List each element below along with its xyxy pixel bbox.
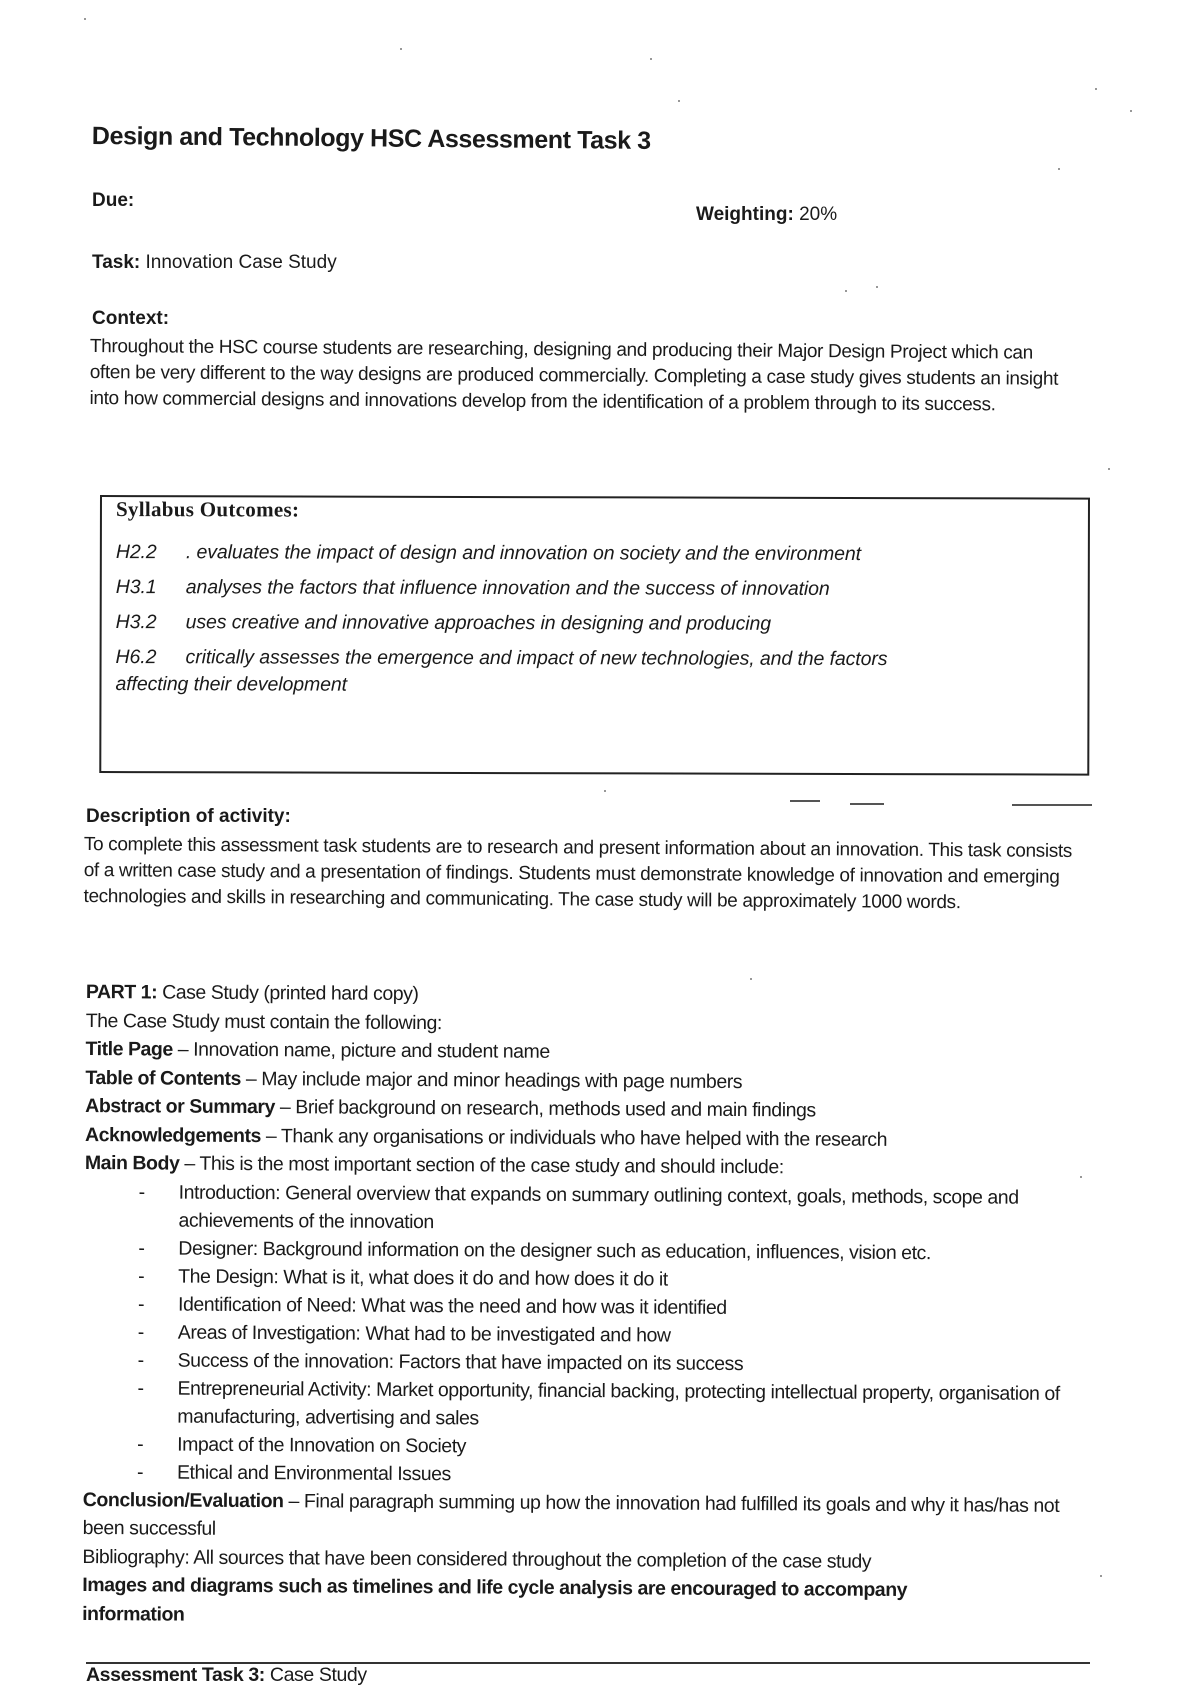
list-item bbox=[83, 1373, 1083, 1435]
outcome-text: critically assesses the emergence and impact of new technologies, and the factors bbox=[185, 646, 888, 671]
outcome-item bbox=[116, 646, 888, 671]
scan-speck bbox=[1108, 468, 1110, 470]
weighting-label: Weighting: bbox=[696, 204, 794, 225]
context-heading: Context: bbox=[92, 308, 170, 329]
part1-value: Case Study (printed hard copy) bbox=[162, 981, 419, 1006]
list-item-text: Introduction: General overview that expands on summary outlining context, goals, methods, scope and achievements of the innovation bbox=[178, 1181, 1019, 1233]
outcome-item bbox=[116, 576, 830, 601]
section-label: Table of Contents bbox=[85, 1066, 242, 1090]
scan-speck bbox=[1058, 168, 1060, 170]
list-item-text: Areas of Investigation: What had to be investigated and how bbox=[177, 1321, 671, 1347]
description-body: To complete this assessment task students are to research and present information about an innovation. This task consists of a written case study and a presentation of findings. Students must demonstrate knowledge of innovation and emerging technologies and skills in researching and communicating. The case study will be approximately 1000 words. bbox=[83, 833, 1073, 914]
task-label: Task: bbox=[92, 252, 141, 273]
scan-mark bbox=[850, 803, 884, 805]
images-note: Images and diagrams such as timelines and life cycle analysis are encouraged to accompany information bbox=[82, 1573, 908, 1626]
outcome-code: H3.2 bbox=[115, 611, 157, 634]
conclusion-text: – Final paragraph summing up how the innovation had fulfilled its goals and why it has/has not been successful bbox=[82, 1489, 1060, 1540]
scan-mark bbox=[1012, 804, 1092, 806]
scan-speck bbox=[1130, 110, 1132, 112]
section-label: Title Page bbox=[85, 1037, 173, 1061]
scan-speck bbox=[400, 48, 402, 50]
part1-label: PART 1: bbox=[85, 980, 158, 1004]
context-body: Throughout the HSC course students are researching, designing and producing their Major Design Project which can often be very different to the way designs are produced commercially. Completing a case study gives students an insight into how commercial designs and innovations develop from the identification of a problem through to its success. bbox=[89, 335, 1059, 416]
part1-intro: The Case Study must contain the following: bbox=[85, 1009, 442, 1034]
outcome-continuation: affecting their development bbox=[115, 673, 347, 696]
bullet-dash: - bbox=[136, 1460, 144, 1483]
bullet-dash: - bbox=[137, 1432, 144, 1455]
section-text: – Thank any organisations or individuals who have helped with the research bbox=[265, 1124, 888, 1151]
list-item-text: The Design: What is it, what does it do and how does it do it bbox=[178, 1265, 668, 1291]
scan-speck bbox=[650, 58, 652, 60]
part1-section bbox=[82, 978, 1086, 1634]
outcome-text: . evaluates the impact of design and innovation on society and the environment bbox=[185, 541, 862, 565]
outcome-text: analyses the factors that influence innovation and the success of innovation bbox=[185, 576, 830, 600]
bullet-dash: - bbox=[138, 1236, 145, 1259]
outcome-item bbox=[116, 611, 771, 636]
scan-mark bbox=[790, 800, 820, 802]
footer bbox=[86, 1664, 367, 1687]
bullet-dash: - bbox=[137, 1320, 144, 1343]
task-value: Innovation Case Study bbox=[145, 252, 337, 273]
list-item-text: Ethical and Environmental Issues bbox=[176, 1461, 451, 1485]
section-text: – Brief background on research, methods used and main findings bbox=[279, 1096, 816, 1122]
scan-speck bbox=[1095, 88, 1097, 90]
section-text: – This is the most important section of the case study and should include: bbox=[184, 1152, 784, 1179]
conclusion-label: Conclusion/Evaluation bbox=[82, 1488, 284, 1512]
scan-speck bbox=[84, 18, 86, 20]
scan-speck bbox=[750, 978, 752, 980]
footer-label: Assessment Task 3: bbox=[86, 1664, 265, 1686]
bullet-dash: - bbox=[138, 1180, 145, 1203]
section-label: Acknowledgements bbox=[84, 1123, 262, 1147]
section-text: – Innovation name, picture and student name bbox=[177, 1038, 550, 1063]
syllabus-outcomes-box bbox=[99, 495, 1090, 776]
bibliography: Bibliography: All sources that have been considered throughout the completion of the case study bbox=[82, 1545, 872, 1573]
scan-speck bbox=[845, 290, 847, 292]
due-label: Due: bbox=[92, 190, 135, 211]
list-item bbox=[84, 1177, 1084, 1239]
bullet-dash: - bbox=[137, 1376, 144, 1399]
section-label: Main Body bbox=[84, 1151, 180, 1175]
main-body-list bbox=[83, 1177, 1085, 1491]
description-heading: Description of activity: bbox=[86, 806, 291, 827]
scan-speck bbox=[1100, 1575, 1102, 1577]
scan-speck bbox=[604, 790, 606, 792]
weighting bbox=[696, 204, 837, 226]
list-item-text: Designer: Background information on the designer such as education, influences, vision etc. bbox=[178, 1237, 931, 1264]
outcome-text: uses creative and innovative approaches in designing and producing bbox=[185, 611, 772, 635]
outcome-code: H6.2 bbox=[115, 646, 157, 669]
scan-speck bbox=[678, 100, 680, 102]
list-item-text: Success of the innovation: Factors that have impacted on its success bbox=[177, 1349, 744, 1375]
outcomes-title: Syllabus Outcomes: bbox=[115, 497, 300, 522]
outcome-code: H2.2 bbox=[115, 541, 157, 564]
task-line bbox=[92, 252, 337, 274]
outcome-code: H3.1 bbox=[115, 576, 157, 599]
weighting-value: 20% bbox=[799, 204, 838, 225]
scan-speck bbox=[876, 286, 878, 288]
section-label: Abstract or Summary bbox=[85, 1094, 276, 1119]
document-title: Design and Technology HSC Assessment Task 3 bbox=[91, 122, 651, 155]
footer-value: Case Study bbox=[269, 1664, 367, 1686]
conclusion bbox=[83, 1485, 1083, 1548]
outcome-item bbox=[116, 541, 861, 566]
bullet-dash: - bbox=[137, 1348, 144, 1371]
list-item-text: Impact of the Innovation on Society bbox=[177, 1433, 467, 1457]
list-item-text: Entrepreneurial Activity: Market opportunity, financial backing, protecting intellectual property, organisation of manufacturing, advertising and sales bbox=[177, 1377, 1060, 1429]
bullet-dash: - bbox=[137, 1292, 145, 1315]
bullet-dash: - bbox=[138, 1264, 145, 1287]
section-text: – May include major and minor headings with page numbers bbox=[245, 1067, 743, 1093]
list-item-text: Identification of Need: What was the need and how was it identified bbox=[177, 1293, 727, 1319]
